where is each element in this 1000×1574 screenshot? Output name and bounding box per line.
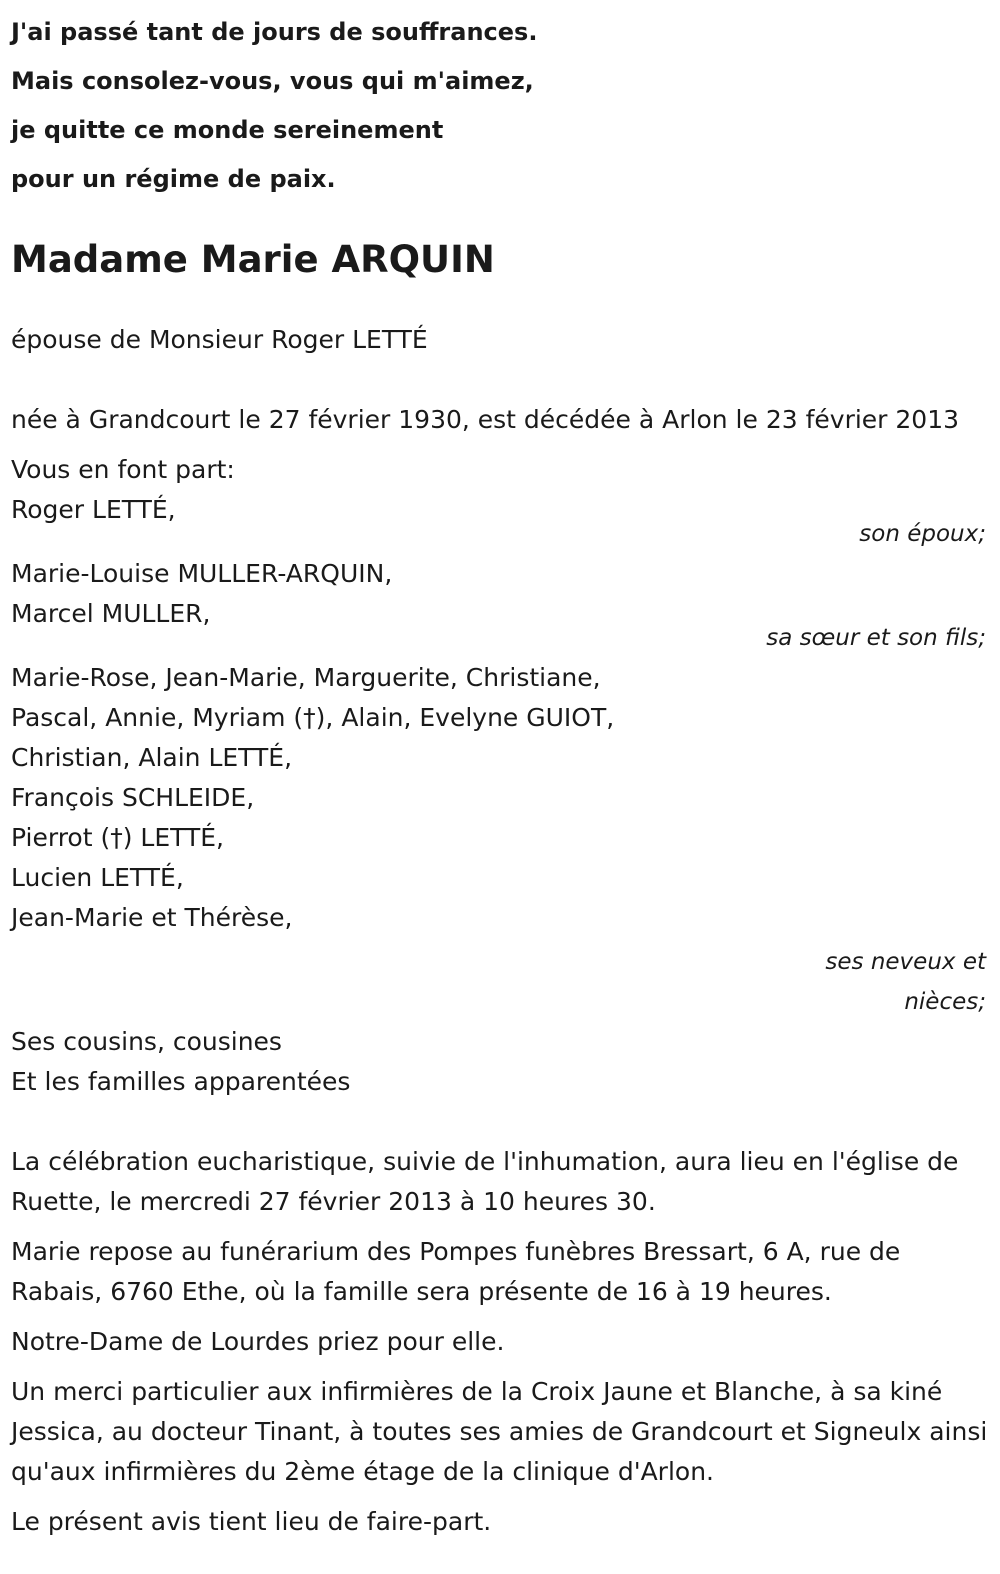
family-name: Marcel MULLER, xyxy=(11,599,211,628)
family-name: Pierrot (†) LETTÉ, xyxy=(11,823,224,852)
family-name: Marie-Louise MULLER-ARQUIN, xyxy=(11,559,393,588)
announce-intro: Vous en font part: xyxy=(11,455,235,484)
family-group xyxy=(11,490,989,554)
poem-line: J'ai passé tant de jours de souffrances. xyxy=(11,18,538,46)
acknowledgements: Un merci particulier aux infirmières de la Croix Jaune et Blanche, à sa kiné Jessica, au docteur Tinant, à toutes ses amies de Grandcourt et Signeulx ainsi qu'aux infirmières du 2ème étage de la clinique d'Arlon. xyxy=(11,1377,988,1486)
family-name: Christian, Alain LETTÉ, xyxy=(11,743,293,772)
other-relatives xyxy=(11,1022,989,1102)
prayer-line: Notre-Dame de Lourdes priez pour elle. xyxy=(11,1327,505,1356)
family-relation: son époux; xyxy=(859,521,986,547)
other-relatives-line: Et les familles apparentées xyxy=(11,1067,351,1096)
closing-notice: Le présent avis tient lieu de faire-part. xyxy=(11,1507,492,1536)
family-relation: sa sœur et son fils; xyxy=(766,625,986,651)
funeral-home-details: Marie repose au funérarium des Pompes funèbres Bressart, 6 A, rue de Rabais, 6760 Ethe, où la famille sera présente de 16 à 19 heures. xyxy=(11,1237,901,1306)
family-group xyxy=(11,554,989,658)
family-name: François SCHLEIDE, xyxy=(11,783,255,812)
other-relatives-line: Ses cousins, cousines xyxy=(11,1027,282,1056)
family-name: Pascal, Annie, Myriam (†), Alain, Evelyne GUIOT, xyxy=(11,703,615,732)
spouse-line: épouse de Monsieur Roger LETTÉ xyxy=(11,325,428,354)
family-name: Roger LETTÉ, xyxy=(11,495,176,524)
poem-line: Mais consolez-vous, vous qui m'aimez, xyxy=(11,67,534,95)
poem xyxy=(11,8,989,204)
poem-line: pour un régime de paix. xyxy=(11,165,336,193)
family-relation: ses neveux et nièces; xyxy=(825,949,986,1015)
death-notice xyxy=(11,0,989,1542)
poem-line: je quitte ce monde sereinement xyxy=(11,116,444,144)
family-name: Marie-Rose, Jean-Marie, Marguerite, Christiane, xyxy=(11,663,601,692)
deceased-name: Madame Marie ARQUIN xyxy=(11,238,495,281)
family-name: Lucien LETTÉ, xyxy=(11,863,184,892)
family-name: Jean-Marie et Thérèse, xyxy=(11,903,293,932)
ceremony-details: La célébration eucharistique, suivie de l'inhumation, aura lieu en l'église de Ruette, le mercredi 27 février 2013 à 10 heures 30. xyxy=(11,1147,959,1216)
birth-death-dates: née à Grandcourt le 27 février 1930, est décédée à Arlon le 23 février 2013 xyxy=(11,405,960,434)
family-group xyxy=(11,658,989,1022)
